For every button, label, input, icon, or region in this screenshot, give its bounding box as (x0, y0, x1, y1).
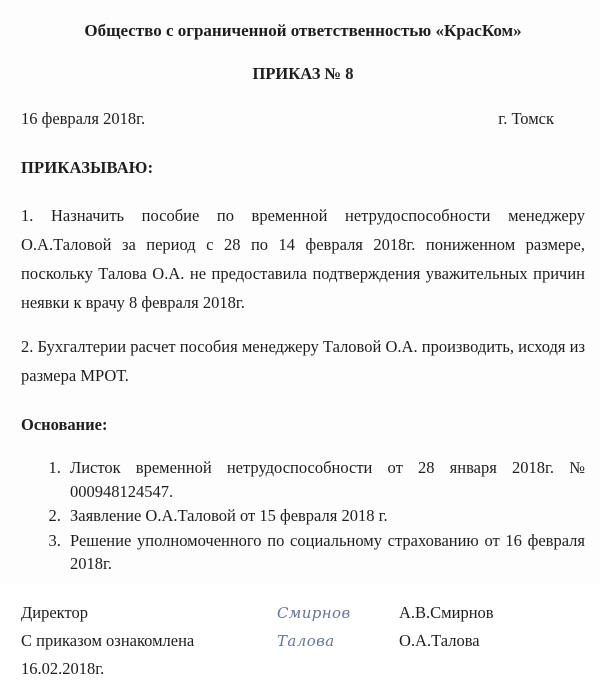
date-city-row (21, 109, 585, 129)
order-title: ПРИКАЗ № 8 (252, 64, 354, 83)
order-paragraph-2: 2. Бухгалтерии расчет пособия менеджеру Таловой О.А. производить, исходя из размера МРОТ. (21, 337, 585, 385)
basis-heading: Основание: (21, 415, 108, 434)
employee-name: О.А.Талова (399, 630, 480, 650)
basis-item: 2. Заявление О.А.Таловой от 15 февраля 2018 г. (65, 504, 585, 528)
director-role-label: Директор (21, 602, 88, 622)
director-handwritten-signature: Смирнов (277, 603, 351, 622)
signature-row-employee (21, 627, 585, 655)
employee-handwritten-signature: Талова (277, 631, 335, 650)
signature-row-director (21, 599, 585, 627)
acknowledgement-date-row (21, 655, 585, 682)
order-paragraph-1: 1. Назначить пособие по временной нетрудоспособности менеджеру О.А.Таловой за период с 28 по 14 февраля 2018г. пониженном размере, поскольку Талова О.А. не предоставила подтверждения уважительных причин неявки к врачу 8 февраля 2018г. (21, 206, 585, 312)
order-heading: ПРИКАЗЫВАЮ: (21, 158, 154, 177)
acknowledgement-date: 16.02.2018г. (21, 658, 105, 678)
basis-item: 3. Решение уполномоченного по социальному страхованию от 16 февраля 2018г. (65, 529, 585, 576)
basis-item: 1. Листок временной нетрудоспособности от 28 января 2018г. № 000948124547. (65, 456, 585, 503)
company-name: Общество с ограниченной ответственностью «КрасКом» (84, 21, 522, 40)
order-city: г. Томск (498, 109, 554, 128)
acknowledgement-label: С приказом ознакомлена (21, 630, 195, 650)
signature-block (21, 599, 585, 682)
basis-list (21, 456, 585, 576)
order-date: 16 февраля 2018г. (21, 109, 146, 128)
director-name: А.В.Смирнов (399, 602, 494, 622)
